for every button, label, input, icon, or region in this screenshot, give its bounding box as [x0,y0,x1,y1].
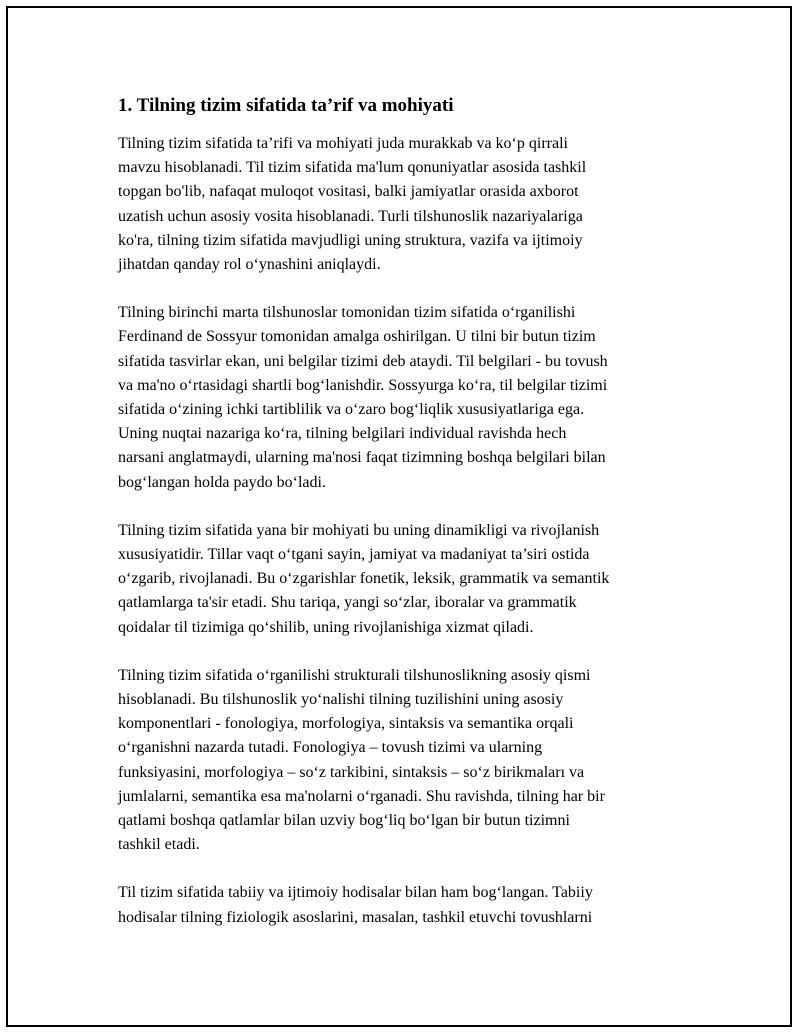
text-line: tashkil etadi. [118,836,200,854]
text-line: Tilning tizim sifatida yana bir mohiyati bu uning dinamikligi va rivojlanish [118,521,600,539]
text-line: jumlalarni, semantika esa ma'nolarni o‘rganadi. Shu ravishda, tilning har bir [118,787,605,805]
text-line: topgan bo'lib, nafaqat muloqot vositasi, balki jamiyatlar orasida axborot [118,183,579,201]
paragraph-gap [118,640,690,664]
text-line: Tilning birinchi marta tilshunoslar tomonidan tizim sifatida o‘rganilishi [118,304,576,322]
text-line: mavzu hisoblanadi. Til tizim sifatida ma'lum qonuniyatlar asosida tashkil [118,159,587,177]
text-line: jihatdan qanday rol o‘ynashini aniqlaydi. [118,256,381,274]
text-line: o‘rganishni nazarda tutadi. Fonologiya – tovush tizimi va ularning [118,739,543,757]
text-line: hisoblanadi. Bu tilshunoslik yo‘nalishi tilning tuzilishini uning asosiy [118,691,564,709]
text-line: narsani anglatmaydi, ularning ma'nosi faqat tizimning boshqa belgilari bilan [118,449,606,467]
text-line: bog‘langan holda paydo bo‘ladi. [118,473,326,491]
text-line: Uning nuqtai nazariga ko‘ra, tilning belgilari individual ravishda hech [118,425,567,443]
text-line: hodisalar tilning fiziologik asoslarini, masalan, tashkil etuvchi tovushlarni [118,908,593,926]
text-line: qatlami boshqa qatlamlar bilan uzviy bog‘liq bo‘lgan bir butun tizimni [118,812,570,830]
paragraph-gap [118,857,690,881]
paragraph-5 [118,881,690,929]
paragraph-gap [118,277,690,301]
text-line: komponentlari - fonologiya, morfologiya, sintaksis va semantika orqali [118,715,574,733]
text-line: uzatish uchun asosiy vosita hisoblanadi. Turli tilshunoslik nazariyalariga [118,207,583,225]
text-line: sifatida o‘zining ichki tartiblilik va o‘zaro bog‘liqlik xususiyatlariga ega. [118,401,585,419]
section-heading: 1. Tilning tizim sifatida ta’rif va mohiyati [118,95,454,116]
text-line: va ma'no o‘rtasidagi shartli bog‘lanishdir. Sossyurga ko‘ra, til belgilar tizimi [118,376,608,394]
paragraph-2 [118,301,690,495]
text-line: Tilning tizim sifatida o‘rganilishi strukturali tilshunoslikning asosiy qismi [118,666,591,684]
document-body [118,93,690,930]
text-line: qoidalar til tizimiga qo‘shilib, uning rivojlanishiga xizmat qiladi. [118,618,534,636]
text-line: xususiyatidir. Tillar vaqt o‘tgani sayin, jamiyat va madaniyat ta’siri ostida [118,546,590,564]
paragraph-3 [118,519,690,640]
text-line: Ferdinand de Sossyur tomonidan amalga oshirilgan. U tilni bir butun tizim [118,328,596,346]
paragraph-1 [118,132,690,277]
paragraph-gap [118,495,690,519]
text-line: sifatida tasvirlar ekan, uni belgilar tizimi deb ataydi. Til belgilari - bu tovush [118,352,608,370]
paragraph-4 [118,664,690,858]
text-line: Tilning tizim sifatida ta’rifi va mohiyati juda murakkab va ko‘p qirrali [118,135,568,152]
text-line: funksiyasini, morfologiya – so‘z tarkibini, sintaksis – so‘z birikmaları va [118,763,585,781]
text-line: qatlamlarga ta'sir etadi. Shu tariqa, yangi so‘zlar, iboralar va grammatik [118,594,577,612]
text-line: ko'ra, tilning tizim sifatida mavjudligi uning struktura, vazifa va ijtimoiy [118,231,583,249]
text-line: o‘zgarib, rivojlanadi. Bu o‘zgarishlar fonetik, leksik, grammatik va semantik [118,570,610,588]
text-line: Til tizim sifatida tabiiy va ijtimoiy hodisalar bilan ham bog‘langan. Tabiiy [118,884,593,902]
